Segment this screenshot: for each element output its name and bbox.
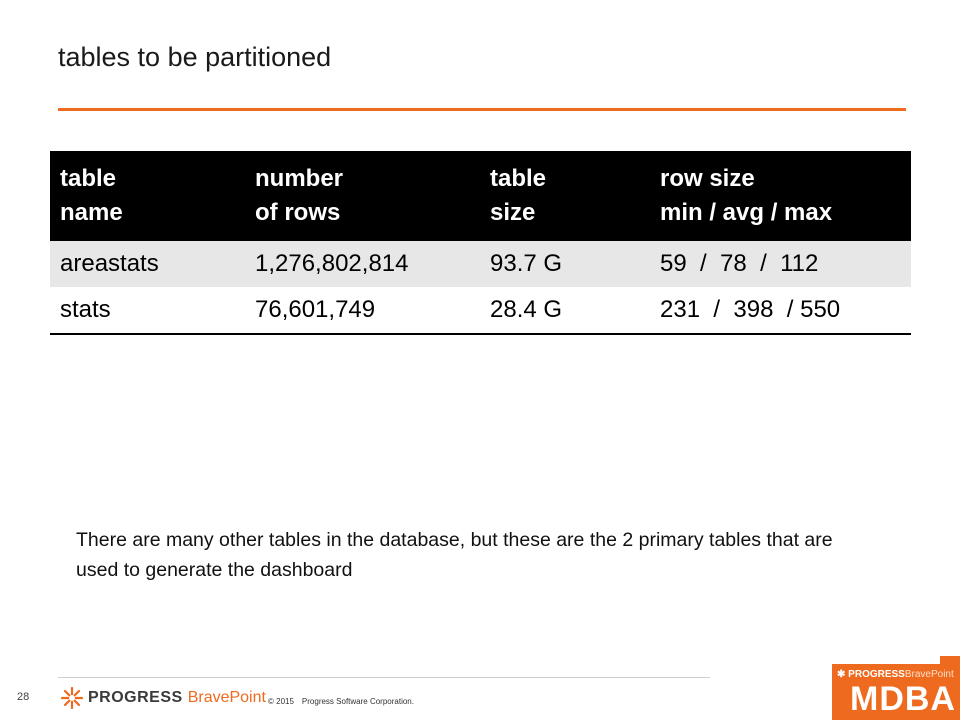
cell-table-name: stats [50, 287, 245, 334]
explanatory-note: There are many other tables in the database, but these are the 2 primary tables that are used to generate the dashboard [76, 529, 833, 581]
cell-table-size: 93.7 G [480, 241, 650, 287]
footer-divider [58, 677, 710, 678]
partition-table [50, 151, 911, 335]
cell-table-name: areastats [50, 241, 245, 287]
progress-bravepoint-logo [60, 686, 266, 710]
cell-number-of-rows: 1,276,802,814 [245, 241, 480, 287]
badge-notch [940, 656, 960, 664]
header-table-size: table size [480, 151, 650, 241]
title-underline [58, 108, 906, 111]
badge-brand-line: ✱ PROGRESSBravePoint [837, 669, 954, 680]
badge-star-icon: ✱ [837, 669, 846, 680]
mdba-badge [832, 664, 960, 720]
table-row [50, 241, 911, 287]
page-title: tables to be partitioned [58, 42, 332, 72]
cell-number-of-rows: 76,601,749 [245, 287, 480, 334]
logo-progress-text: PROGRESS [88, 689, 183, 706]
badge-label: MDBA [850, 680, 956, 718]
copyright: © 2015 Progress Software Corporation. [268, 697, 414, 706]
header-number-of-rows: number of rows [245, 151, 480, 241]
header-table-name: table name [50, 151, 245, 241]
cell-table-size: 28.4 G [480, 287, 650, 334]
page-number: 28 [17, 691, 30, 703]
cell-row-size: 59 / 78 / 112 [650, 241, 911, 287]
table-row [50, 287, 911, 334]
cell-row-size: 231 / 398 / 550 [650, 287, 911, 334]
star-burst-icon [60, 686, 84, 710]
header-row-size: row size min / avg / max [650, 151, 911, 241]
logo-bravepoint-text: BravePoint [187, 689, 266, 706]
table-header-row [50, 151, 911, 241]
